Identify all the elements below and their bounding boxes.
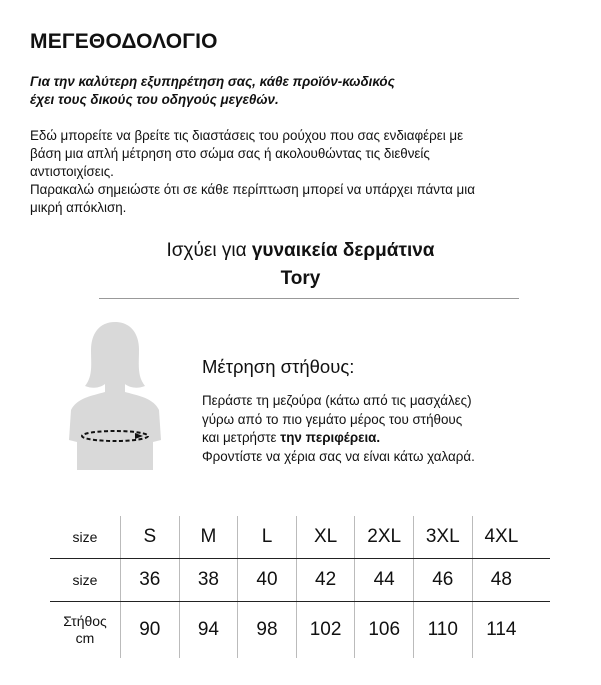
table-cell: L xyxy=(237,516,296,558)
table-cell: 110 xyxy=(413,602,472,658)
intro-line-3: αντιστοιχίσεις. xyxy=(30,164,114,179)
table-cell: 46 xyxy=(413,559,472,601)
table-cell: 102 xyxy=(296,602,355,658)
measurement-instructions xyxy=(202,392,582,466)
table-cell: 48 xyxy=(472,559,531,601)
intro-text xyxy=(30,73,575,217)
intro-bold-line-2: έχει τους δικούς του οδηγούς μεγεθών. xyxy=(30,92,279,107)
table-cell: 44 xyxy=(354,559,413,601)
row-label: size xyxy=(72,571,98,588)
table-cell: 98 xyxy=(237,602,296,658)
row-label-line-2: cm xyxy=(75,630,95,646)
measurement-line-2: γύρω από το πιο γεμάτο μέρος του στήθους xyxy=(202,411,463,427)
intro-paragraph xyxy=(30,127,575,217)
table-row xyxy=(50,559,550,602)
table-cell: 42 xyxy=(296,559,355,601)
table-cell: 106 xyxy=(354,602,413,658)
row-label xyxy=(50,613,120,647)
table-cell: XL xyxy=(296,516,355,558)
row-label-line-1: Στήθος xyxy=(63,613,107,629)
table-cell: 4XL xyxy=(472,516,531,558)
table-cell: 40 xyxy=(237,559,296,601)
applies-heading xyxy=(0,240,601,262)
measurement-title: Μέτρηση στήθους: xyxy=(202,356,355,377)
product-name: Tory xyxy=(280,268,321,289)
intro-line-1: Εδώ μπορείτε να βρείτε τις διαστάσεις του ρούχου που σας ενδιαφέρει με xyxy=(30,128,464,143)
intro-line-2: βάση μια απλή μέτρηση στο σώμα σας ή ακολουθώντας τις διεθνείς xyxy=(30,146,430,161)
table-cell: M xyxy=(179,516,238,558)
intro-line-5: μικρή απόκλιση. xyxy=(30,200,127,215)
measurement-line-3-prefix: και μετρήστε xyxy=(202,430,281,446)
size-table xyxy=(50,516,550,658)
table-cell: 114 xyxy=(472,602,531,658)
table-cell: 90 xyxy=(120,602,179,658)
table-cell: S xyxy=(120,516,179,558)
intro-line-4: Παρακαλώ σημειώστε ότι σε κάθε περίπτωση μπορεί να υπάρχει πάντα μια xyxy=(30,182,475,197)
row-label: size xyxy=(72,528,98,545)
female-torso-icon xyxy=(55,320,175,470)
page-title: ΜΕΓΕΘΟΔΟΛΟΓΙΟ xyxy=(30,30,218,53)
measurement-line-1: Περάστε τη μεζούρα (κάτω από τις μασχάλες) xyxy=(202,393,472,408)
table-cell: 3XL xyxy=(413,516,472,558)
table-cell: 36 xyxy=(120,559,179,601)
table-row xyxy=(50,516,550,559)
divider xyxy=(99,298,519,299)
measurement-line-3 xyxy=(202,429,582,448)
table-cell: 2XL xyxy=(354,516,413,558)
applies-prefix: Ισχύει για xyxy=(166,240,252,261)
applies-category: γυναικεία δερμάτινα xyxy=(251,240,435,261)
table-row xyxy=(50,602,550,658)
table-cell: 38 xyxy=(179,559,238,601)
measurement-line-4: Φροντίστε να χέρια σας να είναι κάτω χαλαρά. xyxy=(202,448,475,464)
table-cell: 94 xyxy=(179,602,238,658)
figure-silhouette xyxy=(69,322,161,470)
intro-bold-line-1: Για την καλύτερη εξυπηρέτηση σας, κάθε προϊόν-κωδικός xyxy=(30,74,395,89)
measurement-line-3-bold: την περιφέρεια. xyxy=(280,430,381,446)
